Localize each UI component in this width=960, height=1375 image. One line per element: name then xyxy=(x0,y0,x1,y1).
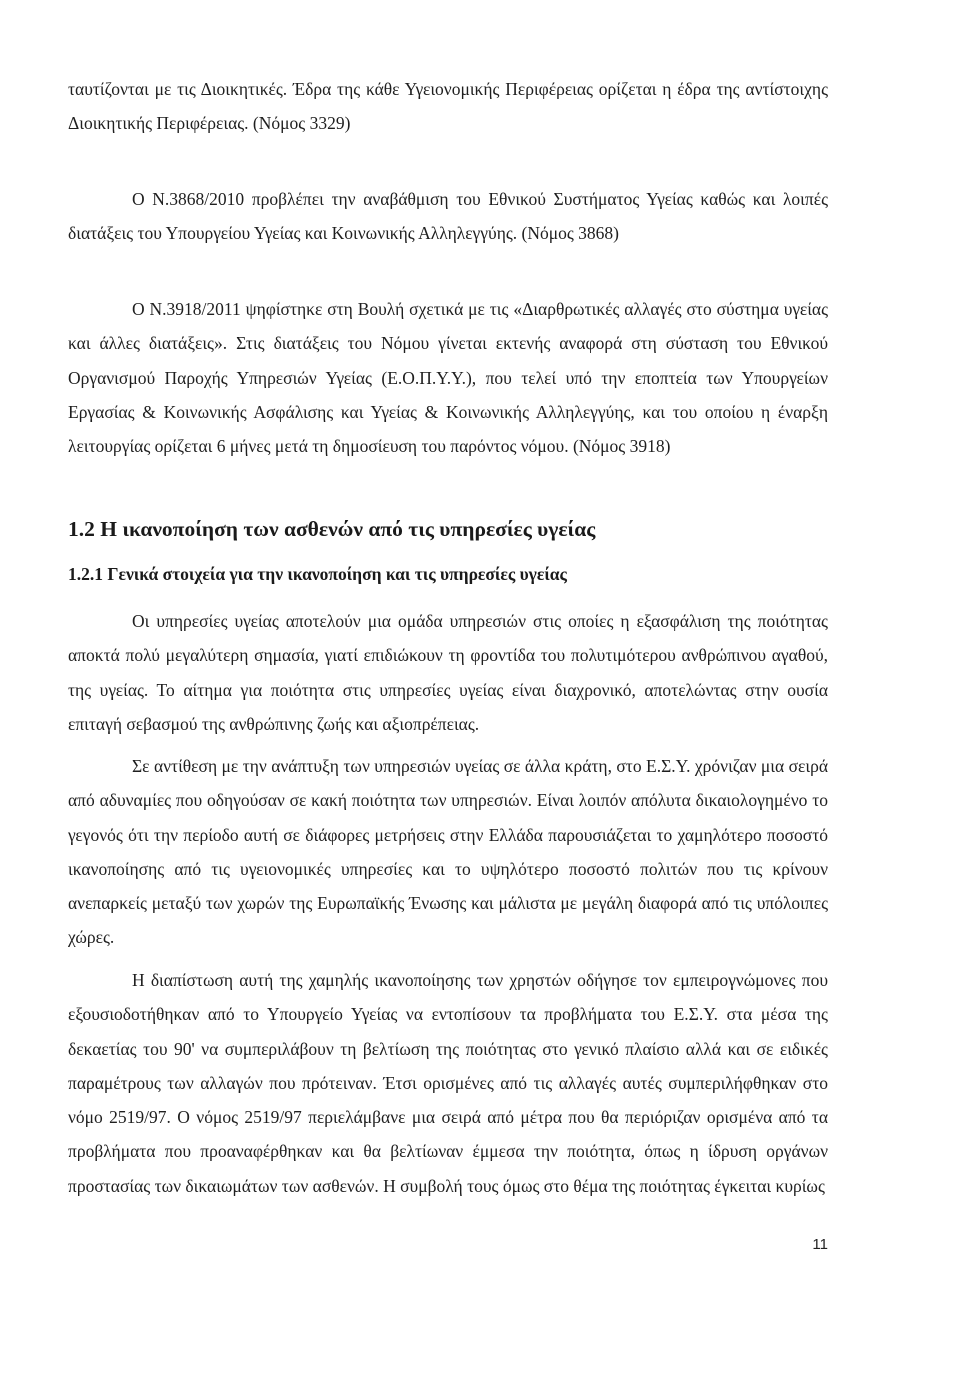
paragraph-regions-law: ταυτίζονται με τις Διοικητικές. Έδρα της κάθε Υγειονομικής Περιφέρειας ορίζεται η έδρα της αντίστοιχης Διοικητικής Περιφέρειας. (Νόμος 3329) xyxy=(68,79,828,134)
paragraph-law-3918: Ο Ν.3918/2011 ψηφίστηκε στη Βουλή σχετικά με τις «Διαρθρωτικές αλλαγές στο σύστημα υγείας και άλλες διατάξεις». Στις διατάξεις του Νόμου γίνεται εκτενής αναφορά στη σύσταση του Εθνικού Οργανισμού Παροχής Υπηρεσιών Υγείας (Ε.Ο.Π.Υ.Υ.), που τελεί υπό την εποπτεία των Υπουργείων Εργασίας & Κοινωνικής Ασφάλισης και Υγείας & Κοινωνικής Αλληλεγγύης, και του οποίου η έναρξη λειτουργίας ορίζεται 6 μήνες μετά τη δημοσίευση του παρόντος νόμου. (Νόμος 3918) xyxy=(68,299,828,457)
section-heading-1-2: 1.2 Η ικανοποίηση των ασθενών από τις υπηρεσίες υγείας xyxy=(68,517,596,541)
paragraph-law-3868: Ο Ν.3868/2010 προβλέπει την αναβάθμιση του Εθνικού Συστήματος Υγείας καθώς και λοιπές διατάξεις του Υπουργείου Υγείας και Κοινωνικής Αλληλεγγύης. (Νόμος 3868) xyxy=(68,189,828,244)
paragraph-health-services-quality: Οι υπηρεσίες υγείας αποτελούν μια ομάδα υπηρεσιών στις οποίες η εξασφάλιση της ποιότητας αποκτά πολύ μεγαλύτερη σημασία, γιατί επιδιώκουν τη φροντίδα του πολυτιμότερου ανθρώπινου αγαθού, της υγείας. Το αίτημα για ποιότητα στις υπηρεσίες υγείας είναι διαχρονικό, αποτελώντας στην ουσία επιταγή σεβασμού της ανθρώπινης ζωής και αξιοπρέπειας. xyxy=(68,611,828,734)
paragraph-esy-weaknesses: Σε αντίθεση με την ανάπτυξη των υπηρεσιών υγείας σε άλλα κράτη, στο Ε.Σ.Υ. χρόνιζαν μια σειρά από αδυναμίες που οδηγούσαν σε κακή ποιότητα των υπηρεσιών. Είναι λοιπόν απόλυτα δικαιολογημένο το γεγονός ότι την περίοδο αυτή σε διάφορες μετρήσεις στην Ελλάδα παρουσιάζεται το χαμηλότερο ποσοστό ικανοποίησης από τις υγειονομικές υπηρεσίες και το υψηλότερο ποσοστό πολιτών που τις κρίνουν ανεπαρκείς μεταξύ των χωρών της Ευρωπαϊκής Ένωσης και μάλιστα με μεγάλη διαφορά από τις υπόλοιπες χώρες. xyxy=(68,756,828,948)
page-number: 11 xyxy=(812,1236,828,1253)
subsection-heading-1-2-1: 1.2.1 Γενικά στοιχεία για την ικανοποίηση και τις υπηρεσίες υγείας xyxy=(68,564,567,584)
paragraph-low-satisfaction-findings: Η διαπίστωση αυτή της χαμηλής ικανοποίησης των χρηστών οδήγησε τον εμπειρογνώμονες που εξουσιοδοτήθηκαν από το Υπουργείο Υγείας να εντοπίσουν τα προβλήματα του Ε.Σ.Υ. στα μέσα της δεκαετίας του 90' να συμπεριλάβουν τη βελτίωση της ποιότητας στο γενικό πλαίσιο αλλά και σε ειδικές παραμέτρους των αλλαγών που πρότειναν. Έτσι ορισμένες από τις αλλαγές αυτές συμπεριλήφθηκαν στο νόμο 2519/97. Ο νόμος 2519/97 περιελάμβανε μια σειρά από μέτρα που θα περιόριζαν ορισμένα από τα προβλήματα που προαναφέρθηκαν και θα βελτίωναν έμμεσα την ποιότητα, όπως η ίδρυση οργάνων προστασίας των δικαιωμάτων των ασθενών. Η συμβολή τους όμως στο θέμα της ποιότητας έγκειται κυρίως xyxy=(68,970,828,1196)
